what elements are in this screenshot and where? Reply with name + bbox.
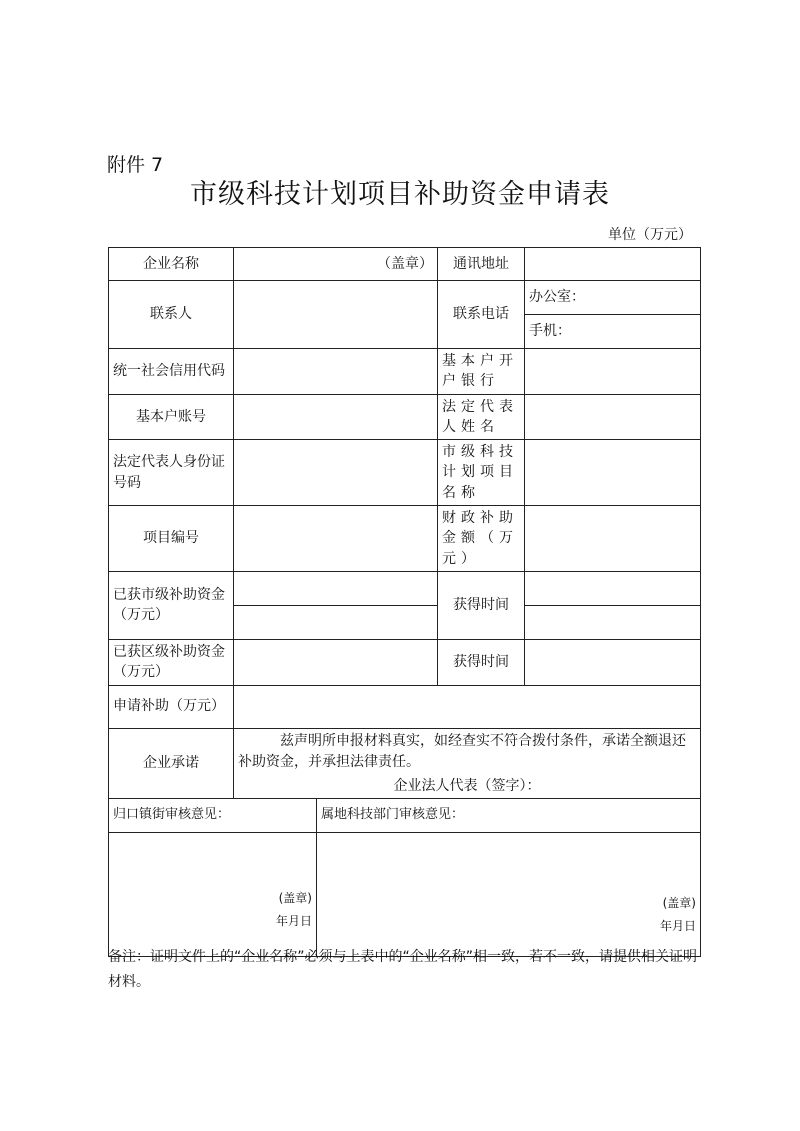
project-name-field[interactable]	[525, 440, 701, 506]
company-name-label: 企业名称	[109, 248, 234, 281]
legal-id-field[interactable]	[234, 440, 438, 506]
district-subsidy-label: 已获区级补助资金（万元）	[109, 639, 234, 685]
dept-date-label: 年月日	[659, 918, 696, 933]
office-phone-field[interactable]	[525, 281, 701, 315]
commitment-signature: 企业法人代表（签字）：	[393, 777, 541, 794]
commitment-text: 兹声明所申报材料真实，如经查实不符合拨付条件，承诺全额退还补助资金，并承担法律责任。	[238, 732, 686, 771]
mobile-phone-label: 手机：	[529, 323, 571, 340]
phone-label: 联系电话	[438, 281, 525, 349]
credit-code-label: 统一社会信用代码	[109, 349, 234, 395]
dept-opinion-title: 属地科技部门审核意见：	[317, 799, 701, 833]
dept-stamp-label: (盖章)	[662, 895, 696, 910]
seal-hint: （盖章）	[377, 255, 433, 272]
unit-label: 单位（万元）	[608, 227, 692, 243]
city-subsidy-label: 已获市级补助资金（万元）	[109, 571, 234, 639]
town-stamp-label: (盖章)	[278, 890, 312, 905]
subsidy-amount-field[interactable]	[525, 506, 701, 572]
address-label: 通讯地址	[438, 248, 525, 281]
district-time-field[interactable]	[525, 639, 701, 685]
district-subsidy-field[interactable]	[234, 639, 438, 685]
dept-opinion-field[interactable]	[317, 833, 701, 957]
project-name-label: 市级科技计划项目名称	[438, 440, 525, 506]
district-time-label: 获得时间	[438, 639, 525, 685]
bank-field[interactable]	[525, 349, 701, 395]
company-name-field[interactable]	[234, 248, 438, 281]
contact-label: 联系人	[109, 281, 234, 349]
contact-field[interactable]	[234, 281, 438, 349]
project-no-field[interactable]	[234, 506, 438, 572]
attachment-number: 附件 7	[107, 154, 164, 176]
application-table	[108, 247, 701, 957]
city-subsidy-field-1[interactable]	[234, 571, 438, 605]
town-date-label: 年月日	[275, 913, 312, 928]
office-phone-label: 办公室：	[529, 289, 585, 306]
account-label: 基本户账号	[109, 394, 234, 440]
apply-amount-field[interactable]	[234, 685, 701, 728]
town-opinion-field[interactable]	[109, 833, 317, 957]
bank-label: 基本户开户银行	[438, 349, 525, 395]
mobile-phone-field[interactable]	[525, 315, 701, 349]
legal-rep-label: 法定代表人姓名	[438, 394, 525, 440]
footnote: 备注：证明文件上的“企业名称”必须与上表中的“企业名称”相一致，若不一致，请提供相关证明材料。	[108, 949, 698, 990]
account-field[interactable]	[234, 394, 438, 440]
legal-rep-field[interactable]	[525, 394, 701, 440]
legal-id-label: 法定代表人身份证号码	[109, 440, 234, 506]
town-opinion-title: 归口镇街审核意见：	[109, 799, 317, 833]
apply-amount-label: 申请补助（万元）	[109, 685, 234, 728]
city-time-label: 获得时间	[438, 571, 525, 639]
commitment-cell	[234, 728, 701, 799]
credit-code-field[interactable]	[234, 349, 438, 395]
subsidy-amount-label: 财政补助金额（万元）	[438, 506, 525, 572]
address-field[interactable]	[525, 248, 701, 281]
city-time-field-2[interactable]	[525, 605, 701, 639]
form-title: 市级科技计划项目补助资金申请表	[190, 179, 610, 210]
city-subsidy-field-2[interactable]	[234, 605, 438, 639]
project-no-label: 项目编号	[109, 506, 234, 572]
city-time-field-1[interactable]	[525, 571, 701, 605]
commitment-label: 企业承诺	[109, 728, 234, 799]
